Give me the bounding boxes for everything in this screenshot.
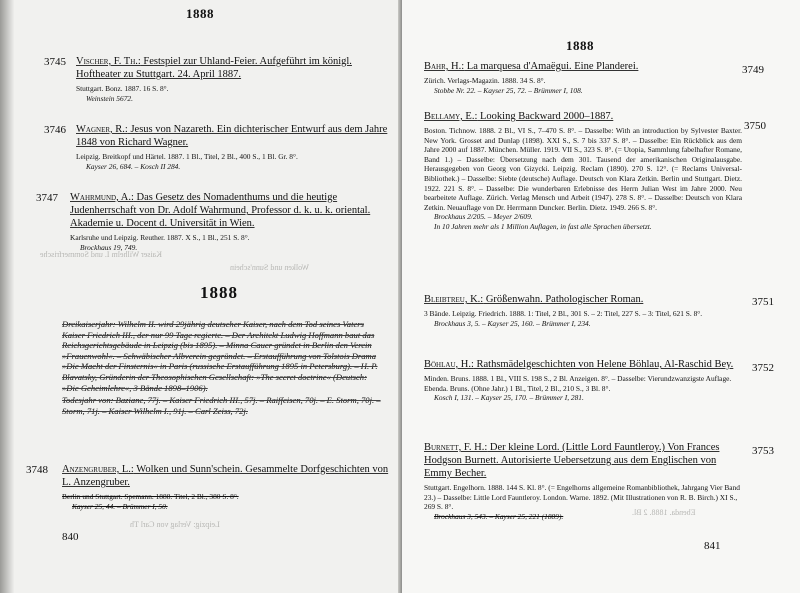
entry-references: Brockhaus 3, 543. – Kayser 25, 221 (1889). — [434, 511, 564, 521]
entry-title: Wolken und Sunn'schein. Gesammelte Dorfgeschichten von L. Anzengruber. — [62, 464, 389, 488]
author-name: Bleibtreu, K.: — [424, 294, 484, 305]
entry-number: 3751 — [752, 296, 774, 308]
entry-title: Jesus von Nazareth. Ein dichterischer Entwurf aus dem Jahre 1848 von Richard Wagner. — [76, 124, 388, 148]
entry-title: Looking Backward 2000–1887. — [477, 111, 614, 122]
right-page — [402, 0, 800, 593]
entry-details: Berlin und Stuttgart. Spemann. 1888. Titel, 2 Bl., 380 S. 8°. — [62, 492, 239, 501]
author-name: Bahr, H.: — [424, 61, 465, 72]
entry-details: Zürich. Verlags-Magazin. 1888. 34 S. 8°. — [424, 76, 546, 85]
author-name: Wahrmund, A.: — [70, 192, 134, 203]
entry-heading — [424, 293, 742, 306]
entry-details: Minden. Bruns. 1888. 1 Bl., VIII S. 198 S., 2 Bl. Anzeigen. 8°. – Dasselbe: Vierundzwanzigste Auflage. Ebenda. Bruns. (Ohne Jahr.) 1 Bl., Titel, 2 Bl., 210 S., 3 Bl. 8°. — [424, 374, 732, 393]
entry-details: Boston. Tichnow. 1888. 2 Bl., VI S., 7–470 S. 8°. – Dasselbe: With an introduction by Sylvester Baxter. New York. Grosset and Dunlap (1898). XXI S., S. 7 bis 337 S. 8°. – Dasselbe: Ein Rückblick aus dem Jahre 2000 auf 1887. München. Müller. 1919. VII S., 323 S. 8°. (= Utopia, Sammlung fabelhafter Romane, Band 1.) – Dasselbe: Übersetzung nach dem 301. Tausend der amerikanischen Originalausgabe. Herausgegeben von Georg von Gizycki. Leipzig. Reclam (1890). 270 S. 12°. (= Reclams Universal-Bibliothek.) – Dasselbe: Siebte (deutsche) Auflage. Deutsch von Klara Zetkin. Berlin und Stuttgart. Dietz. 1922. 221 S. 8°. – Dasselbe: Die wunderbaren Erlebnisse des Herrn Julian West im Jahre 2000. Neu bearbeitete Auflage. Zürich. Verlag Mensch und Arbeit (1947). 278 S. 8°. – Dasselbe: Deutsch von Klara Zetkin. Neuauflage von Dr. Herrmann Duncker. Berlin. Dietz. 1949. 266 S. 8°. — [424, 126, 742, 212]
author-name: Vischer, F. Th.: — [76, 56, 141, 67]
page-number: 841 — [704, 540, 721, 552]
entry-title: Festspiel zur Uhland-Feier. Aufgeführt im königl. Hoftheater zu Stuttgart. 24. April 1887. — [76, 56, 352, 80]
entry-heading — [424, 358, 746, 371]
entry-references: Kosch I, 131. – Kayser 25, 170. – Brümmer I, 281. — [434, 393, 584, 403]
entry-details: Stuttgart. Bonz. 1887. 16 S. 8°. — [76, 84, 169, 93]
entry-number: 3752 — [752, 362, 774, 374]
entry-heading — [76, 123, 392, 149]
entry-details: Leipzig. Breitkopf und Härtel. 1887. 1 Bl., Titel, 2 Bl., 400 S., 1 Bl. Gr. 8°. — [76, 152, 298, 161]
entry-title: Das Gesetz des Nomadenthums und die heutige Judenherrschaft von Dr. Adolf Wahrmund, Professor d. k. u. k. oriental. Akademie u. Docent d. Universität in Wien. — [70, 192, 371, 229]
page-edge-shadow — [0, 0, 14, 593]
entry-title: La marquesa d'Amaëgui. Eine Planderei. — [464, 61, 639, 72]
bibliography-entry — [424, 110, 742, 232]
bibliography-entry — [424, 293, 742, 328]
entry-details: 3 Bände. Leipzig. Friedrich. 1888. 1: Titel, 2 Bl., 301 S. – 2: Titel, 227 S. – 3: Titel, 621 S. 8°. — [424, 309, 703, 318]
bibliography-entry — [424, 60, 724, 95]
bibliography-entry — [62, 463, 392, 511]
entry-heading — [70, 191, 392, 230]
author-name: Burnett, F. H.: — [424, 442, 488, 453]
bibliography-entry — [424, 441, 746, 521]
entry-number: 3747 — [36, 192, 58, 204]
entry-references: Stobbe Nr. 22. – Kayser 25, 72. – Brümmer I, 108. — [434, 85, 583, 95]
entry-references: Brockhaus 2/205. – Meyer 2/609. — [434, 212, 533, 222]
author-name: Wagner, R.: — [76, 124, 128, 135]
bleed-through-text: Ebenda. 1888. 2 Bl. — [632, 508, 696, 517]
entry-title: Größenwahn. Pathologischer Roman. — [483, 294, 644, 305]
entry-number: 3748 — [26, 464, 48, 476]
author-name: Anzengruber, L.: — [62, 464, 134, 475]
entry-number: 3749 — [742, 64, 764, 76]
bibliography-entry — [76, 55, 392, 103]
entry-details: Karlsruhe und Leipzig. Reuther. 1887. X S., 1 Bl., 251 S. 8°. — [70, 233, 250, 242]
bibliography-entry — [76, 123, 392, 171]
author-name: Böhlau, H.: — [424, 359, 474, 370]
entry-number: 3750 — [744, 120, 766, 132]
running-head: 1888 — [566, 38, 594, 53]
entry-note: In 10 Jahren mehr als 1 Million Auflagen, in fast alle Sprachen übersetzt. — [434, 221, 652, 231]
entry-references: Kayser 25, 44. – Brümmer I, 50. — [72, 501, 168, 511]
entry-heading — [62, 463, 392, 489]
bibliography-entry — [70, 191, 392, 252]
bleed-through-text: Leipzig: Verlag von Carl Th — [130, 520, 220, 529]
year-heading: 1888 — [200, 283, 238, 302]
entry-details: Stuttgart. Engelhorn. 1888. 144 S. Kl. 8°. (= Engelhorns allgemeine Romanbibliothek, Jahrgang Vier Band 23.) – Dasselbe: Little Lord Fauntleroy. London. Warne. 1892. (Mit Illustrationen von R. B. Birch.) XI S., 269 S. 8°. — [424, 483, 740, 512]
bibliography-entry — [424, 358, 746, 403]
entry-references: Brockhaus 19, 749. — [80, 242, 138, 252]
entry-number: 3753 — [752, 445, 774, 457]
chronology-text: Dreikaiserjahr: Wilhelm II. wird 29jährig deutscher Kaiser, nach dem Tod seines Vaters Kaiser Friedrich III., der nur 99 Tage regierte. – Der Architekt Ludwig Hoffmann baut das Reichsgerichtsgebäude in Leipzig (bis 1895). – Minna Cauer gründet in Berlin den Verein »Frauenwohl«. – Schwäbischer Albverein gegründet. – Erstaufführung von Tolstois Drama »Die Macht der Finsternis« in Paris (russische Erstaufführung 1895 in Petersburg). – H. P. Blavatsky, Gründerin der Theosophischen Gesellschaft: »The secret doctrine« (Deutsch: »Die Geheimlehre«, 3 Bände 1898–1906). — [62, 319, 378, 393]
page-number: 840 — [62, 531, 79, 543]
entry-number: 3746 — [44, 124, 66, 136]
entry-references: Weinstein 5672. — [86, 93, 133, 103]
entry-references: Brockhaus 3, 5. – Kayser 25, 160. – Brümmer I, 234. — [434, 318, 591, 328]
death-notes: Todesjahr von: Baziane, 77j. – Kaiser Friedrich III., 57j. – Raiffeisen, 70j. – E. Storm, 70j. – Storm, 71j. – Kaiser Wilhelm I., 91j. – Carl Zeiss, 72j. — [62, 395, 381, 416]
running-head: 1888 — [186, 6, 214, 21]
author-name: Bellamy, E.: — [424, 111, 478, 122]
entry-references: Kayser 26, 684. – Kosch II 284. — [86, 161, 181, 171]
bleed-through-text: Wolken und Sunn'schein — [230, 263, 310, 272]
chronology-note — [62, 319, 384, 416]
entry-title: Rathsmädelgeschichten von Helene Böhlau, Al-Raschid Bey. — [473, 359, 734, 370]
entry-heading — [76, 55, 392, 81]
entry-heading — [424, 441, 746, 480]
entry-heading — [424, 60, 724, 73]
bleed-through-text: Kaiser Wilhelm I. und Sommerfrische — [40, 250, 162, 259]
entry-number: 3745 — [44, 56, 66, 68]
entry-title: Der kleine Lord. (Little Lord Fauntleroy.) Von Frances Hodgson Burnett. Autorisierte Uebersetzung aus dem Englischen von Emmy Becher. — [424, 442, 720, 479]
entry-heading — [424, 110, 742, 123]
